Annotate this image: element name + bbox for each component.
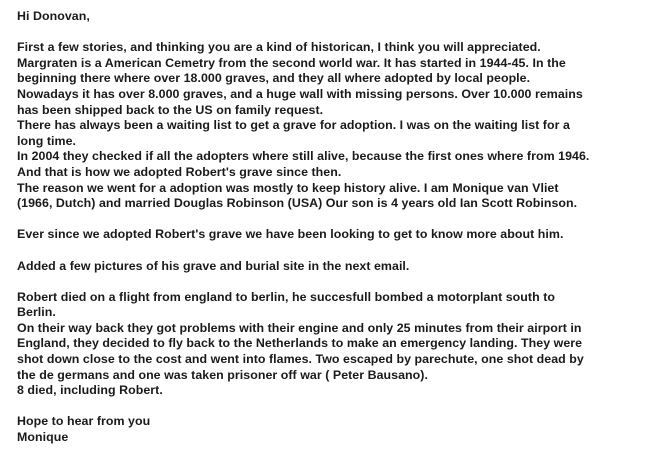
- paragraph-pictures: [17, 259, 645, 275]
- text-line: Margraten is a American Cemetry from the second world war. It has started in 1944-45. In the: [17, 55, 566, 70]
- text-line: Robert died on a flight from england to berlin, he succesfull bombed a motorplant south to: [17, 289, 555, 304]
- signature-name: Monique: [17, 430, 69, 445]
- text-line: In 2004 they checked if all the adopters where still alive, because the first ones where from 1946.: [17, 149, 590, 164]
- text-line: beginning there where over 18.000 graves, and they all where adopted by local people.: [17, 71, 531, 86]
- paragraph-spacer: [17, 274, 645, 290]
- text-line: First a few stories, and thinking you are a kind of historican, I think you will appreciated.: [17, 40, 541, 55]
- paragraph-spacer: [17, 212, 645, 228]
- text-line: Nowadays it has over 8.000 graves, and a huge wall with missing persons. Over 10.000 remains: [17, 86, 583, 101]
- text-line: Ever since we adopted Robert's grave we have been looking to get to know more about him.: [17, 227, 564, 242]
- text-line: And that is how we adopted Robert's grave since then.: [17, 164, 342, 179]
- signoff: [17, 414, 645, 445]
- closing-line: Hope to hear from you: [17, 414, 151, 429]
- text-line: shot down close to the cost and went into flames. Two escaped by parechute, one shot dead by: [17, 352, 584, 367]
- paragraph-spacer: [17, 243, 645, 259]
- text-line: Added a few pictures of his grave and burial site in the next email.: [17, 258, 410, 273]
- paragraph-intro: [17, 40, 645, 212]
- email-body: [17, 9, 645, 446]
- greeting: Hi Donovan,: [17, 9, 90, 23]
- text-line: 8 died, including Robert.: [17, 383, 163, 398]
- paragraph-adoption: [17, 227, 645, 243]
- text-line: Berlin.: [17, 305, 56, 320]
- text-line: the de germans and one was taken prisoner off war ( Peter Bausano).: [17, 367, 428, 382]
- text-line: (1966, Dutch) and married Douglas Robinson (USA) Our son is 4 years old Ian Scott Robinson.: [17, 196, 578, 211]
- paragraph-story: [17, 290, 645, 399]
- text-line: There has always been a waiting list to get a grave for adoption. I was on the waiting list for a: [17, 118, 570, 133]
- paragraph-spacer: [17, 399, 645, 415]
- text-line: has been shipped back to the US on family request.: [17, 102, 324, 117]
- text-line: England, they decided to fly back to the Netherlands to make an emergency landing. They were: [17, 336, 583, 351]
- text-line: The reason we went for a adoption was mostly to keep history alive. I am Monique van Vliet: [17, 180, 559, 195]
- text-line: long time.: [17, 133, 77, 148]
- text-line: On their way back they got problems with their engine and only 25 minutes from their airport in: [17, 320, 582, 335]
